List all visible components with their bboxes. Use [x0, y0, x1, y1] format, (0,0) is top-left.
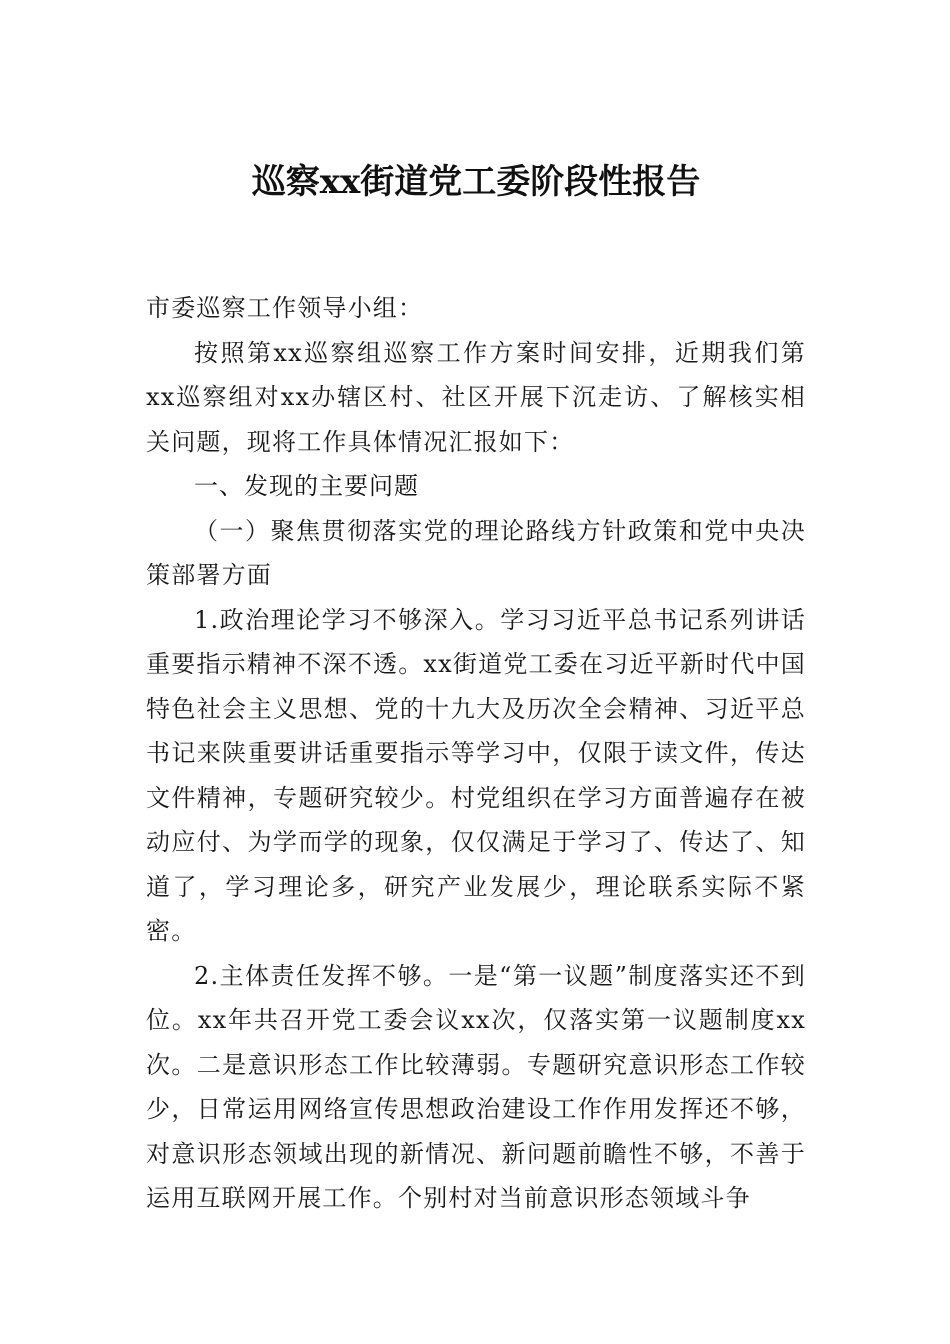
- salutation: 市委巡察工作领导小组：: [146, 294, 424, 322]
- document-title: 巡察xx街道党工委阶段性报告: [251, 162, 701, 202]
- document-body: [146, 150, 806, 1221]
- subsection-heading-1: （一）聚焦贯彻落实党的理论路线方针政策和党中央决策部署方面: [146, 516, 806, 589]
- section-heading-main-problems: 一、发现的主要问题: [194, 472, 419, 500]
- item-paragraph-2: 2.主体责任发挥不够。一是“第一议题”制度落实还不到位。xx年共召开党工委会议xx次，仅落实第一议题制度xx次。二是意识形态工作比较薄弱。专题研究意识形态工作较少，日常运用网络宣传思想政治建设工作作用发挥还不够，对意识形态领域出现的新情况、新问题前瞻性不够，不善于运用互联网开展工作。个别村对当前意识形态领域斗争: [146, 961, 806, 1212]
- intro-paragraph: 按照第xx巡察组巡察工作方案时间安排，近期我们第xx巡察组对xx办辖区村、社区开展下沉走访、了解核实相关问题，现将工作具体情况汇报如下：: [146, 338, 806, 456]
- item-paragraph-1: 1.政治理论学习不够深入。学习习近平总书记系列讲话重要指示精神不深不透。xx街道党工委在习近平新时代中国特色社会主义思想、党的十九大及历次全会精神、习近平总书记来陕重要讲话重要指示等学习中，仅限于读文件，传达文件精神，专题研究较少。村党组织在学习方面普遍存在被动应付、为学而学的现象，仅仅满足于学习了、传达了、知道了，学习理论多，研究产业发展少，理论联系实际不紧密。: [146, 605, 806, 945]
